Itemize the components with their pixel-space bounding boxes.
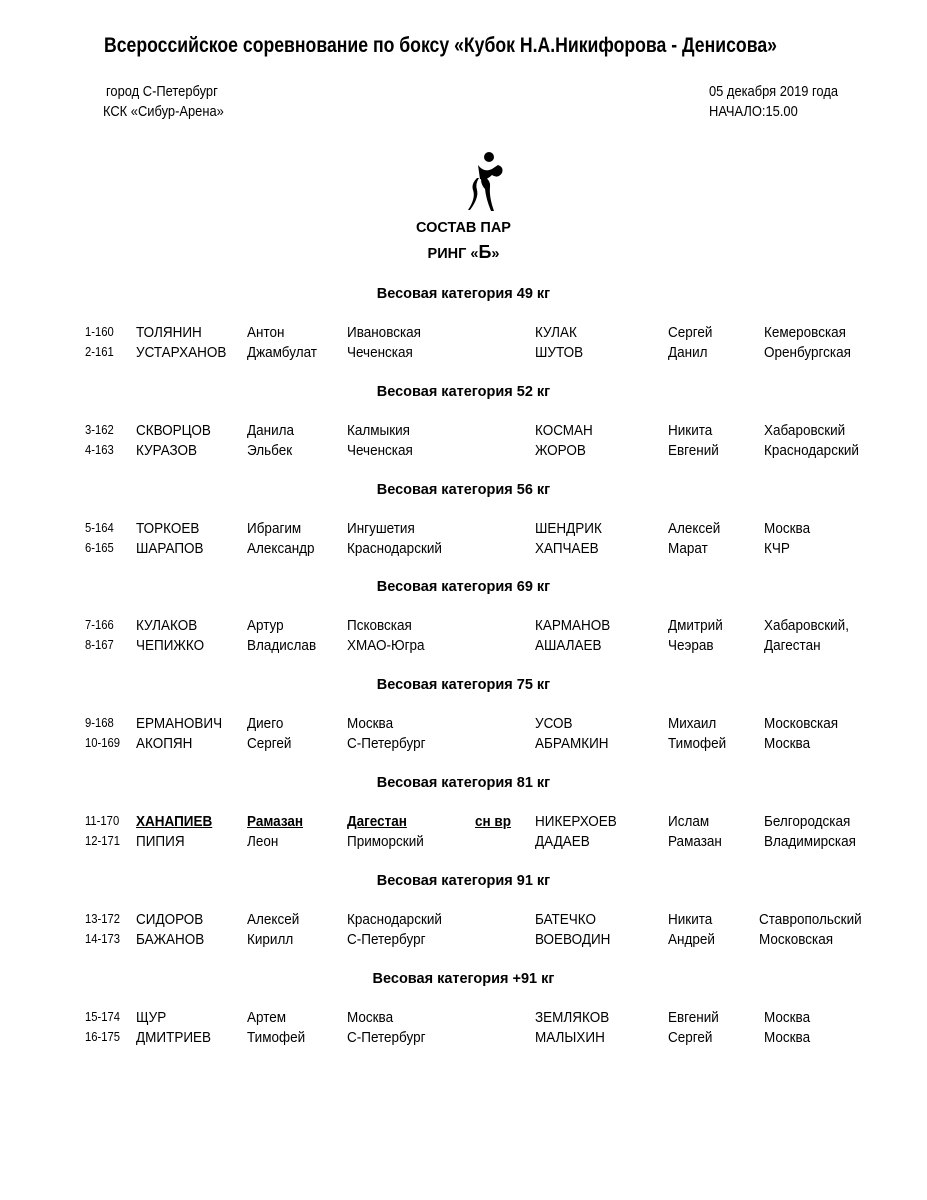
city: город С-Петербург (106, 83, 218, 100)
blue-name: Рамазан (668, 833, 722, 850)
weight-category-heading: Весовая категория 49 кг (376, 286, 551, 302)
blue-surname: БАТЕЧКО (535, 910, 596, 928)
blue-surname: КОСМАН (535, 421, 593, 439)
pair-number: 15-174 (85, 1009, 121, 1024)
blue-surname: ХАПЧАЕВ (535, 539, 599, 557)
red-surname: ТОРКОЕВ (136, 519, 200, 537)
pair-number: 9-168 (85, 716, 114, 731)
pair-number: 6-165 (85, 540, 114, 555)
red-name: Леон (247, 833, 279, 850)
pair-number: 11-170 (85, 814, 120, 828)
blue-surname: АШАЛАЕВ (535, 637, 602, 655)
red-region: С-Петербург (347, 1028, 426, 1046)
blue-region: Московская (759, 930, 834, 948)
weight-category-heading: Весовая категория 52 кг (376, 383, 551, 400)
blue-region: КЧР (764, 539, 790, 557)
blue-name: Никита (668, 910, 713, 928)
red-surname: КУРАЗОВ (136, 441, 198, 459)
weight-category-heading: Весовая категория 91 кг (376, 872, 551, 889)
blue-surname: ЗЕМЛЯКОВ (535, 1008, 610, 1026)
blue-surname: КУЛАК (535, 324, 577, 341)
pair-number: 8-167 (85, 638, 114, 653)
blue-name: Никита (668, 421, 713, 439)
red-surname: ДМИТРИЕВ (136, 1028, 212, 1046)
red-surname: АКОПЯН (136, 735, 193, 753)
blue-region: Хабаровский (764, 421, 846, 439)
red-surname: ПИПИЯ (136, 833, 185, 850)
blue-region: Оренбургская (764, 344, 851, 361)
weight-category-heading: Весовая категория +91 кг (372, 970, 555, 987)
boxer-logo-icon (462, 150, 512, 212)
blue-region: Москва (764, 735, 811, 753)
pair-number: 3-162 (85, 422, 114, 437)
red-surname: СИДОРОВ (136, 910, 204, 928)
blue-region: Белгородская (764, 813, 851, 830)
ring-letter: Б (478, 242, 492, 262)
red-name: Джамбулат (247, 344, 317, 361)
red-region: Калмыкия (347, 421, 410, 439)
blue-name: Андрей (668, 930, 715, 948)
weight-category-heading: Весовая категория 69 кг (376, 579, 551, 596)
date: 05 декабря 2019 года (709, 83, 839, 100)
red-region: Дагестан (347, 813, 407, 830)
ring-prefix: РИНГ « (427, 246, 479, 262)
ring-heading (0, 242, 927, 263)
red-surname: БАЖАНОВ (136, 930, 205, 948)
red-surname: КУЛАКОВ (136, 617, 198, 635)
blue-surname: ШЕНДРИК (535, 519, 602, 537)
red-name: Рамазан (247, 813, 304, 830)
weight-category-heading: Весовая категория 75 кг (376, 677, 551, 694)
red-surname: СКВОРЦОВ (136, 421, 211, 439)
red-region: Приморский (347, 833, 424, 850)
blue-name: Евгений (668, 441, 719, 459)
blue-name: Алексей (668, 519, 721, 537)
red-region: С-Петербург (347, 735, 426, 753)
pair-number: 12-171 (85, 834, 121, 848)
red-region: ХМАО-Югра (347, 637, 425, 655)
ring-suffix: » (491, 246, 500, 262)
red-name: Алексей (247, 910, 300, 928)
blue-name: Михаил (668, 715, 717, 733)
red-region: Псковская (347, 617, 412, 635)
blue-surname: МАЛЫХИН (535, 1028, 605, 1046)
blue-name: Сергей (668, 324, 713, 341)
red-name: Данила (247, 421, 295, 439)
red-region: Краснодарский (347, 539, 442, 557)
pair-number: 16-175 (85, 1029, 121, 1044)
red-name: Тимофей (247, 1028, 306, 1046)
blue-name: Данил (668, 344, 708, 361)
start-time: НАЧАЛО:15.00 (709, 103, 798, 120)
blue-region: Москва (764, 1008, 811, 1026)
red-surname: ХАНАПИЕВ (136, 813, 213, 830)
blue-surname: КАРМАНОВ (535, 617, 611, 635)
blue-name: Марат (668, 539, 708, 557)
blue-name: Чеэрав (668, 637, 714, 655)
red-region: С-Петербург (347, 930, 426, 948)
weight-category-heading: Весовая категория 81 кг (376, 775, 551, 791)
blue-region: Хабаровский, (764, 617, 849, 635)
red-name: Диего (247, 715, 284, 733)
blue-region: Москва (764, 1028, 811, 1046)
document-title: Всероссийское соревнование по боксу «Кубок Н.А.Никифорова - Денисова» (104, 34, 777, 57)
blue-surname: ЖОРОВ (535, 441, 586, 459)
pair-number: 14-173 (85, 931, 121, 946)
blue-surname: ВОЕВОДИН (535, 930, 611, 948)
blue-surname: АБРАМКИН (535, 735, 609, 753)
red-name: Владислав (247, 637, 317, 655)
blue-name: Сергей (668, 1028, 713, 1046)
red-region: Ингушетия (347, 519, 415, 537)
venue: КСК «Сибур-Арена» (103, 103, 224, 120)
red-surname: ШАРАПОВ (136, 539, 204, 557)
red-region: Москва (347, 715, 394, 733)
blue-region: Московская (764, 715, 839, 733)
red-name: Кирилл (247, 930, 294, 948)
red-name: Александр (247, 539, 315, 557)
red-name: Эльбек (247, 441, 293, 459)
blue-surname: ДАДАЕВ (535, 833, 590, 850)
blue-surname: ШУТОВ (535, 344, 584, 361)
result: сн вр (475, 813, 511, 830)
blue-name: Дмитрий (668, 617, 723, 635)
red-surname: ЧЕПИЖКО (136, 637, 205, 655)
blue-name: Тимофей (668, 735, 727, 753)
blue-surname: УСОВ (535, 715, 573, 733)
blue-region: Ставропольский (759, 910, 862, 928)
red-name: Ибрагим (247, 519, 302, 537)
pair-number: 1-160 (85, 325, 114, 339)
blue-region: Дагестан (764, 637, 821, 655)
red-region: Краснодарский (347, 910, 442, 928)
red-surname: УСТАРХАНОВ (136, 344, 227, 361)
pair-number: 13-172 (85, 911, 121, 926)
weight-category-heading: Весовая категория 56 кг (376, 481, 551, 498)
red-surname: ТОЛЯНИН (136, 324, 202, 341)
pairs-heading: СОСТАВ ПАР (416, 220, 511, 236)
pair-number: 5-164 (85, 520, 114, 535)
red-name: Сергей (247, 735, 292, 753)
pair-number: 7-166 (85, 618, 114, 633)
red-region: Чеченская (347, 344, 413, 361)
blue-name: Евгений (668, 1008, 719, 1026)
red-name: Антон (247, 324, 285, 341)
blue-region: Москва (764, 519, 811, 537)
red-region: Ивановская (347, 324, 421, 341)
blue-region: Кемеровская (764, 324, 846, 341)
red-surname: ЩУР (136, 1008, 167, 1026)
pair-number: 4-163 (85, 442, 114, 457)
blue-region: Владимирская (764, 833, 856, 850)
blue-surname: НИКЕРХОЕВ (535, 813, 617, 830)
red-region: Москва (347, 1008, 394, 1026)
red-name: Артур (247, 617, 284, 635)
blue-region: Краснодарский (764, 441, 859, 459)
red-region: Чеченская (347, 441, 413, 459)
red-name: Артем (247, 1008, 287, 1026)
pair-number: 10-169 (85, 736, 121, 751)
pair-number: 2-161 (85, 345, 114, 359)
red-surname: ЕРМАНОВИЧ (136, 715, 223, 733)
blue-name: Ислам (668, 813, 710, 830)
